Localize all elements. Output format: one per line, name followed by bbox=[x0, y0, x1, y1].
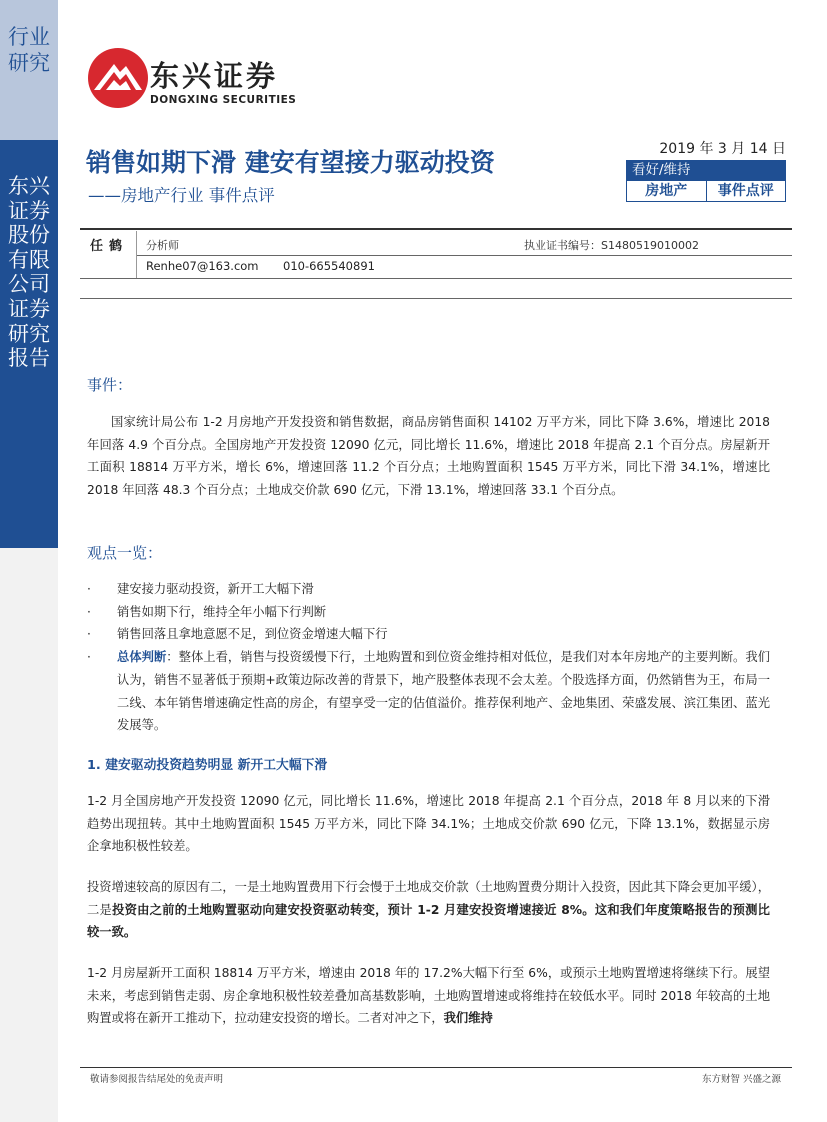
bullet-icon: · bbox=[87, 604, 91, 619]
tag-type: 事件点评 bbox=[707, 180, 787, 202]
analyst-email[interactable]: Renhe07@163.com bbox=[146, 259, 259, 273]
views-list bbox=[87, 578, 770, 737]
list-item bbox=[87, 646, 770, 737]
footer-slogan: 东方财智 兴盛之源 bbox=[702, 1074, 782, 1085]
sidebar-category-panel bbox=[0, 0, 58, 140]
summary-label: 总体判断 bbox=[117, 650, 167, 665]
section-title: 1. 建安驱动投资趋势明显 新开工大幅下滑 bbox=[87, 758, 328, 773]
event-heading: 事件： bbox=[87, 376, 133, 394]
summary-text: ：整体上看，销售与投资缓慢下行，土地购置和到位资金维持相对低位，是我们对本年房地产的主要判断。我们认为，销售不显著低于预期+政策边际改善的背景下，地产股整体表现不会太差。个股选择方面，仍然销售为王，布局一二线、本年销售增速确定性高的房企，有望享受一定的估值溢价。推荐保利地产、金地集团、荣盛发展、滨江集团、蓝光发展等。 bbox=[117, 650, 770, 733]
bullet-icon: · bbox=[87, 650, 91, 665]
analyst-top-rule bbox=[80, 228, 792, 230]
footer-rule bbox=[80, 1067, 792, 1068]
bullet-icon: · bbox=[87, 582, 91, 596]
sidebar-report-panel bbox=[0, 140, 58, 548]
logo-name-en: DONGXING SECURITIES bbox=[150, 94, 297, 106]
company-logo-icon bbox=[86, 46, 150, 110]
event-paragraph: 国家统计局公布 1-2 月房地产开发投资和销售数据，商品房销售面积 14102 万平方米，同比下降 3.6%，增速比 2018 年回落 4.9 个百分点。全国房地产开发投资 12090 亿元，同比增长 11.6%，增速比 2018 年提高 2.1 个百分点。房屋新开工面积 18814 万平方米，增长 6%，增速回落 11.2 个百分点；土地购置面积 1545 万平方米，同比下滑 34.1%，增速比 2018 年回落 48.3 个百分点；土地成交价款 690 亿元，下滑 13.1%，增速回落 33.1 个百分点。 bbox=[87, 415, 770, 498]
tag-row bbox=[626, 180, 786, 202]
paragraph-2-emphasis: 投资由之前的土地购置驱动向建安投资驱动转变，预计 1-2 月建安投资增速接近 8%。这和我们年度策略报告的预测比较一致。 bbox=[87, 902, 770, 940]
logo-name-cn: 东兴证券 bbox=[150, 59, 279, 93]
section-paragraph-2 bbox=[87, 876, 770, 944]
analyst-phone: 010-665540891 bbox=[283, 259, 375, 273]
paragraph-3-emphasis: 我们维持 bbox=[443, 1011, 493, 1026]
view-item-text: 销售回落且拿地意愿不足，到位资金增速大幅下行 bbox=[117, 627, 388, 642]
rating-badge: 看好/维持 bbox=[626, 160, 786, 180]
sidebar-report-type: 东兴证券股份有限公司证券研究报告 bbox=[8, 174, 50, 371]
view-item-text: 建安接力驱动投资，新开工大幅下滑 bbox=[117, 582, 314, 596]
analyst-role: 分析师 bbox=[146, 239, 179, 252]
tag-industry: 房地产 bbox=[626, 180, 707, 202]
analyst-name: 任鹤 bbox=[90, 239, 129, 254]
report-subtitle: ——房地产行业 事件点评 bbox=[88, 186, 275, 205]
report-title: 销售如期下滑 建安有望接力驱动投资 bbox=[86, 148, 495, 177]
sidebar-lower-panel bbox=[0, 548, 58, 1122]
list-item bbox=[87, 623, 770, 646]
list-item bbox=[87, 601, 770, 624]
views-heading: 观点一览： bbox=[87, 544, 163, 562]
analyst-bottom-rule bbox=[80, 278, 792, 279]
sidebar-category: 行业研究 bbox=[8, 25, 50, 75]
report-date: 2019 年 3 月 14 日 bbox=[659, 141, 786, 157]
paragraph-3-text: 1-2 月房屋新开工面积 18814 万平方米，增速由 2018 年的 17.2%大幅下行至 6%，或预示土地购置增速将继续下行。展望未来，考虑到销售走弱、房企拿地积极性较差叠加高基数影响，土地购置增速或将维持在较低水平。同时 2018 年较高的土地购置或将在新开工推动下，拉动建安投资的增长。二者对冲之下， bbox=[87, 966, 770, 1026]
section-paragraph-1: 1-2 月全国房地产开发投资 12090 亿元，同比增长 11.6%，增速比 2018 年提高 2.1 个百分点，2018 年 8 月以来的下滑趋势出现扭转。其中土地购置面积 1545 万平方米，同比下降 34.1%；土地成交价款 690 亿元，下降 13.1%，数据显示房企拿地积极性较差。 bbox=[87, 794, 770, 854]
analyst-mid-rule bbox=[137, 255, 792, 256]
bullet-icon: · bbox=[87, 627, 91, 642]
analyst-cert: 执业证书编号：S1480519010002 bbox=[524, 239, 699, 252]
view-item-text: 销售如期下行，维持全年小幅下行判断 bbox=[117, 604, 327, 619]
analyst-extra-rule bbox=[80, 298, 792, 299]
paragraph-2-text: 投资增速较高的原因有二，一是土地购置费用下行会慢于土地成交价款（土地购置费分期计入投资，因此其下降会更加平缓），二是 bbox=[87, 880, 770, 917]
list-item bbox=[87, 578, 770, 601]
footer-disclaimer: 敬请参阅报告结尾处的免责声明 bbox=[90, 1074, 224, 1085]
section-paragraph-3 bbox=[87, 962, 770, 1030]
rating-box bbox=[626, 138, 786, 202]
